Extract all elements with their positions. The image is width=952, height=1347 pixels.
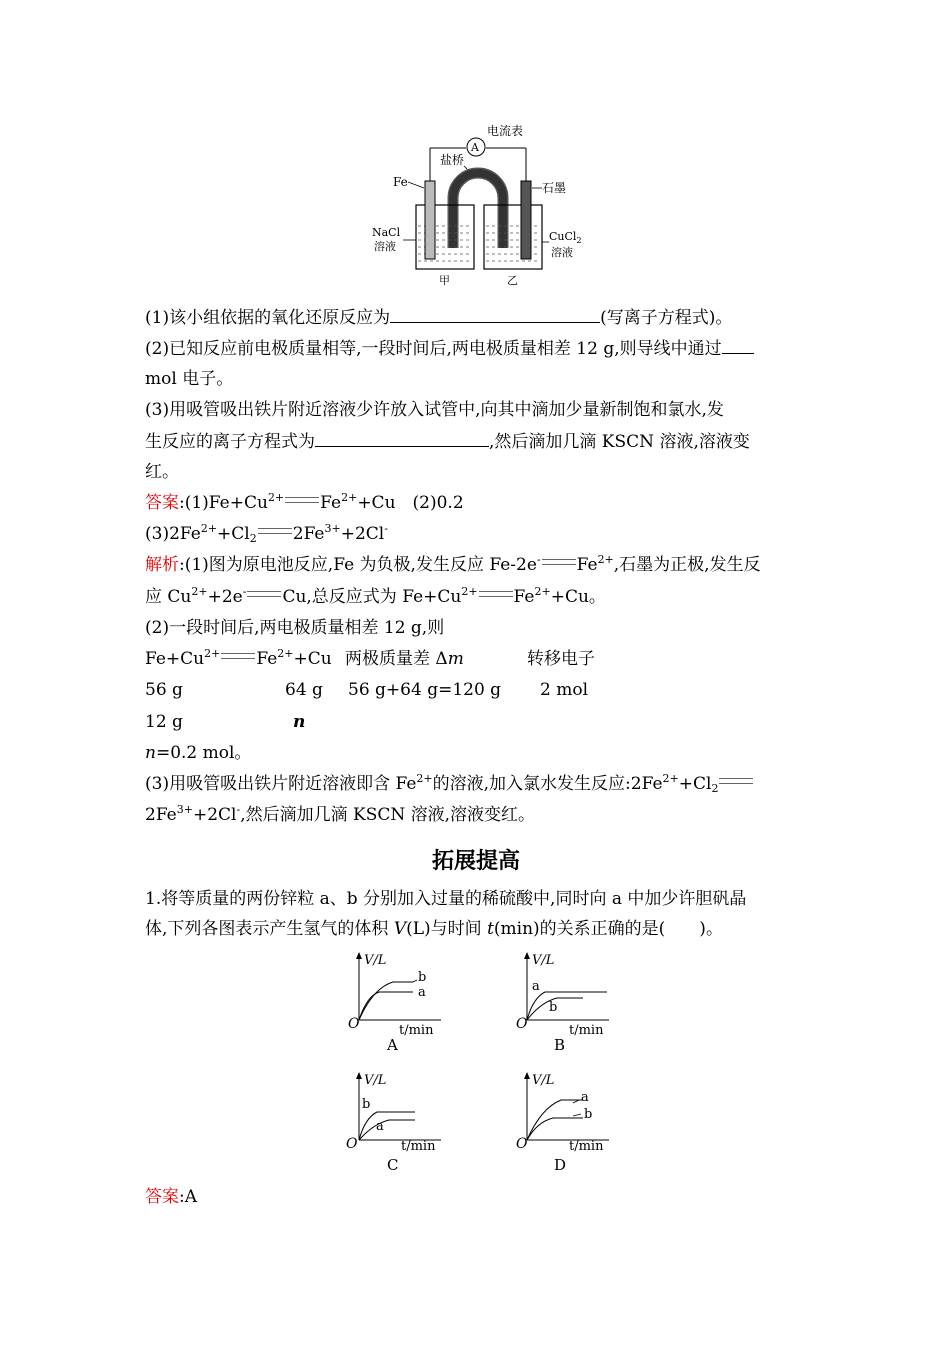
svg-text:t/min: t/min: [399, 1023, 434, 1038]
svg-text:O: O: [348, 1016, 360, 1032]
stoich-row-1: $Fe+Cu^{2+}$ $Fe^{2+}+Cu$: [145, 647, 332, 669]
beaker-right: [484, 205, 542, 269]
exercise-1-line-2: 体,下列各图表示产生氢气的体积 V(L)与时间 t(min)的关系正确的是( )。: [145, 919, 723, 939]
exercise-1-line-1: 1.将等质量的两份锌粒 a、b 分别加入过量的稀硫酸中,同时向 a 中加少许胆矾晶: [145, 889, 747, 909]
svg-text:a: a: [532, 979, 540, 994]
analysis-line-4: (3)用吸管吸出铁片附近溶液即含 $Fe^{2+}$的溶液,加入氯水发生反应$:2Fe^{2+}+Cl_2$: [145, 773, 754, 795]
svg-text:石墨: 石墨: [542, 181, 567, 195]
svg-text:V/L: V/L: [532, 953, 555, 968]
question-3: (3)用吸管吸出铁片附近溶液少许放入试管中,向其中滴加少量新制饱和氯水,发: [145, 400, 724, 420]
answer-line-2: $(3)2Fe^{2+}+Cl_2$ $2Fe^{3+}+2Cl^-$: [145, 522, 388, 545]
svg-text:CuCl2: CuCl$_2$: [549, 230, 582, 245]
graph-c: [343, 1068, 453, 1178]
analysis-line-1: 解析:(1)图为原电池反应,Fe 为负极,发生反应 Fe-2e- $Fe^{2+}$,石墨为正极,发生反: [145, 553, 761, 575]
ammeter-label: 电流表: [487, 124, 524, 138]
svg-text:t/min: t/min: [569, 1139, 604, 1154]
curve-lower: [527, 1118, 583, 1140]
svg-text:A: A: [471, 141, 479, 154]
stoich-row-2-c2: 64 g: [285, 680, 323, 700]
iron-electrode: [425, 181, 435, 259]
answer-label: 答案: [145, 493, 179, 513]
curve-lower: [359, 992, 413, 1020]
graph-a: [343, 948, 453, 1058]
svg-text:Fe: Fe: [393, 175, 408, 189]
svg-text:b: b: [418, 970, 427, 985]
question-3-end: 红。: [145, 462, 179, 482]
stoich-col-mass-diff: 两极质量差 Δm: [345, 649, 464, 669]
svg-text:b: b: [584, 1107, 593, 1122]
svg-text:V/L: V/L: [364, 953, 387, 968]
svg-text:V/L: V/L: [364, 1073, 387, 1088]
final-answer-label: 答案: [145, 1187, 179, 1207]
salt-bridge-label: 盐桥: [440, 153, 465, 167]
svg-text:甲: 甲: [439, 274, 450, 287]
analysis-line-2: 应 $Cu^{2+}+2e^-$ Cu,总反应式为 $Fe+Cu^{2+}$ $Fe^{2+}+Cu$。: [145, 585, 606, 607]
curve-upper: [359, 1112, 415, 1140]
question-1: (1)该小组依据的氧化还原反应为 (写离子方程式)。: [145, 308, 733, 328]
stoich-col-electrons: 转移电子: [527, 649, 595, 669]
section-title: 拓展提高: [431, 849, 520, 874]
svg-text:V/L: V/L: [532, 1073, 555, 1088]
curve-upper: [527, 1100, 583, 1140]
analysis-result: n=0.2 mol。: [145, 743, 252, 763]
graph-b-label: B: [554, 1036, 566, 1054]
analysis-line-3: (2)一段时间后,两电极质量相差 12 g,则: [145, 618, 445, 638]
analysis-label: 解析: [145, 555, 179, 575]
svg-text:O: O: [516, 1136, 528, 1152]
svg-text:NaCl: NaCl: [372, 226, 401, 239]
svg-text:溶液: 溶液: [551, 246, 573, 259]
curve-lower: [359, 1120, 415, 1140]
graph-d-label: D: [554, 1156, 567, 1174]
svg-text:a: a: [418, 985, 426, 1000]
curve-upper: [359, 982, 413, 1020]
graph-d: [511, 1068, 621, 1178]
stoich-row-3-c1: 12 g: [145, 712, 183, 732]
svg-text:a: a: [581, 1090, 589, 1105]
stoich-row-2-c3: 56 g+64 g=120 g: [348, 680, 502, 700]
answer-blank-2: [722, 337, 754, 354]
svg-text:a: a: [376, 1119, 384, 1134]
analysis-line-5: $2Fe^{3+}+2Cl^-$,然后滴加几滴 KSCN 溶液,溶液变红。: [145, 803, 536, 825]
svg-text:t/min: t/min: [569, 1023, 604, 1038]
graph-c-label: C: [387, 1156, 399, 1174]
graph-a-label: A: [387, 1036, 398, 1054]
answer-blank-1: [390, 306, 600, 323]
svg-text:O: O: [516, 1016, 528, 1032]
curve-upper: [527, 992, 607, 1020]
svg-text:b: b: [362, 1097, 371, 1112]
graph-b: [511, 948, 621, 1058]
graphite-electrode: [521, 181, 531, 259]
final-answer: 答案:A: [145, 1187, 198, 1207]
stoich-row-2-c1: 56 g: [145, 680, 183, 700]
answer-blank-3: [315, 430, 489, 447]
svg-text:乙: 乙: [507, 274, 518, 287]
svg-text:O: O: [346, 1136, 358, 1152]
answer-line-1: 答案$:(1)Fe+Cu^{2+}$ $Fe^{2+}+Cu$ (2)0.2: [145, 491, 464, 513]
question-2: (2)已知反应前电极质量相等,一段时间后,两电极质量相差 12 g,则导线中通过: [145, 337, 754, 360]
stoich-row-3-c2: n: [293, 712, 306, 732]
question-2-cont: mol 电子。: [145, 369, 234, 389]
question-3-cont: 生反应的离子方程式为 ,然后滴加几滴 KSCN 溶液,溶液变: [145, 432, 750, 452]
svg-text:b: b: [549, 1000, 558, 1015]
galvanic-cell-diagram: [360, 118, 600, 290]
stoich-row-2-c4: 2 mol: [540, 680, 589, 700]
svg-text:溶液: 溶液: [374, 240, 396, 253]
svg-text:t/min: t/min: [401, 1139, 436, 1154]
